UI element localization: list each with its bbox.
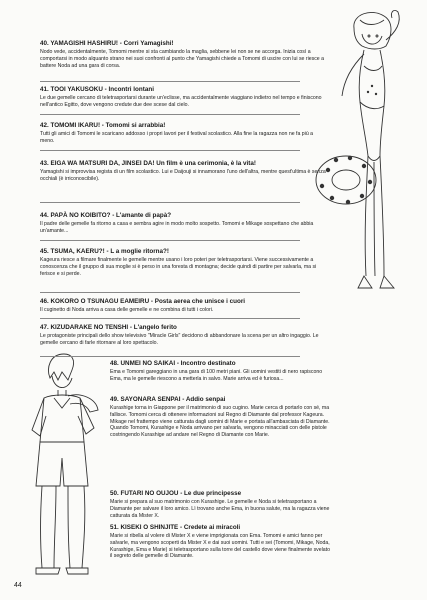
swimsuit-girl-drawing xyxy=(314,6,422,296)
episode-title: 48. UNMEI NO SAIKAI - Incontro destinato xyxy=(110,360,236,367)
episode-title: 51. KISEKI O SHINJITE - Credete ai miracoli xyxy=(110,524,241,531)
episode-entry-48 xyxy=(110,360,332,383)
episode-synopsis: Kurashige torna in Giappone per il matrimonio di suo cugino. Marie cerca di portarlo con sé, ma fallisce. Tomomi cerca di ottenere informazioni sul Regno di Diamante dal professor Kageura. Mikage nel frattempo viene catturata dagli uomini di Marie e portata all'ambasciata di Diamante. Quando Tomomi, Kurashige e Noda arrivano per salvarla, vengono minacciati con delle pistole costringendo Kurashige ad andare nel Regno di Diamante con Marie. xyxy=(110,405,330,439)
episode-title: 41. TOOI YAKUSOKU - Incontri lontani xyxy=(40,86,154,93)
episode-title: 44. PAPÀ NO KOIBITO? - L'amante di papà? xyxy=(40,212,172,219)
episode-title: 47. KIZUDARAKE NO TENSHI - L'angelo ferito xyxy=(40,324,177,331)
episode-title: 46. KOKORO O TSUNAGU EAMEIRU - Posta aerea che unisce i cuori xyxy=(40,298,246,305)
separator xyxy=(40,114,300,115)
episode-title: 43. EIGA WA MATSURI DA, JINSEI DA! Un film è una cerimonia, è la vita! xyxy=(40,160,256,167)
separator xyxy=(40,356,300,357)
episode-synopsis: Kageura riesce a filmare finalmente le gemelle mentre usano i loro poteri per teletrasportarsi. Viene successivamente a conoscenza che il gruppo di sua moglie si è perso in una foresta di montagna; decide quindi di partire per salvarla, ma si ferisce e si perde. xyxy=(40,257,317,277)
separator xyxy=(40,150,300,151)
episode-entry-44 xyxy=(40,212,326,235)
page-number: 44 xyxy=(14,582,22,589)
episode-entry-42 xyxy=(40,122,326,145)
episode-synopsis: Nodo vede, accidentalmente, Tomomi mentre si sta cambiando la maglia, sebbene lei non se ne accorga. Inizia così a comportarsi in modo alquanto strano nei suoi confronti al punto che Yamagishi chiede a Tomomi di uscire con lui se riesce a battere Noda ad una gara di corsa. xyxy=(40,49,325,69)
separator xyxy=(40,240,300,241)
separator xyxy=(40,292,300,293)
standing-boy-illustration xyxy=(6,346,106,582)
episode-synopsis: Marie si ribella al volere di Mister X e viene imprigionata con Ema. Tomomi e amici fanno per salvarle, ma vengono scoperti da Mister X e dai suoi uomini. Tutti e sei (Tomomi, Mikage, Noda, Kurashige, Ema e Marie) si teletrasportano sulla torre del castello dove viene finalmente svelato il segreto delle gemelle di Diamante. xyxy=(110,533,331,560)
episode-synopsis: Le protagoniste principali dello show televisivo "Miracle Girls" decidono di abbandonare la scena per un altro ingaggio. Le gemelle cercano di farle ritornare al loro spettacolo. xyxy=(40,333,319,346)
episode-synopsis: Marie si prepara al suo matrimonio con Kurashige. Le gemelle e Noda si teletrasportano a Diamante per salvare il loro amico. Lì trovano anche Ema, in buona salute, ma la ragazza viene catturata da Mister X. xyxy=(110,499,330,519)
episode-title: 49. SAYONARA SENPAI - Addio senpai xyxy=(110,396,226,403)
episode-entry-45 xyxy=(40,248,326,277)
swimsuit-girl-illustration xyxy=(314,6,422,296)
separator xyxy=(40,318,300,319)
separator xyxy=(40,81,300,82)
episode-synopsis: Il padre delle gemelle fa ritorno a casa e sembra agire in modo molto sospetto. Tomomi e Mikage sospettano che abbia un'amante... xyxy=(40,221,314,234)
episode-entry-40 xyxy=(40,40,326,69)
episode-entry-47 xyxy=(40,324,326,347)
episode-title: 50. FUTARI NO OUJOU - Le due principesse xyxy=(110,490,242,497)
episode-title: 45. TSUMA, KAERU?! - L a moglie ritorna?! xyxy=(40,248,169,255)
episode-entry-50 xyxy=(110,490,332,519)
episode-entry-41 xyxy=(40,86,326,109)
episode-synopsis: Yamagishi si improvvisa regista di un film scolastico. Lui e Daijouji si innamorano l'uno dell'altra, mentre quest'ultima è senza occhiali (è irriconoscibile). xyxy=(40,169,326,182)
standing-boy-drawing xyxy=(6,346,106,582)
episode-synopsis: Il cuginetto di Noda arriva a casa delle gemelle e ne combina di tutti i colori. xyxy=(40,307,214,313)
episode-synopsis: Tutti gli amici di Tomomi le scaricano addosso i propri lavori per il festival scolastico. Alla fine la ragazza non ne fa più a meno. xyxy=(40,131,314,144)
episode-entry-51 xyxy=(110,524,332,560)
episode-title: 42. TOMOMI IKARU! - Tomomi si arrabbia! xyxy=(40,122,166,129)
separator xyxy=(40,202,300,203)
episode-entry-43 xyxy=(40,160,326,183)
episode-synopsis: Le due gemelle cercano di teletrasportarsi durante un'eclisse, ma accidentalmente viaggiano indietro nel tempo e finiscono nell'antico Egitto, dove vengono credute due dee scese dal cielo. xyxy=(40,95,322,108)
episode-entry-49 xyxy=(110,396,332,439)
episode-title: 40. YAMAGISHI HASHIRU! - Corri Yamagishi! xyxy=(40,40,174,47)
episode-entry-46 xyxy=(40,298,326,314)
episode-synopsis: Ema e Tomomi gareggiano in una gara di 100 metri piani. Gli uomini vestiti di nero rapiscono Ema, ma le gemelle riescono a metterla in salvo. Marie arriva ed è furiosa... xyxy=(110,369,323,382)
